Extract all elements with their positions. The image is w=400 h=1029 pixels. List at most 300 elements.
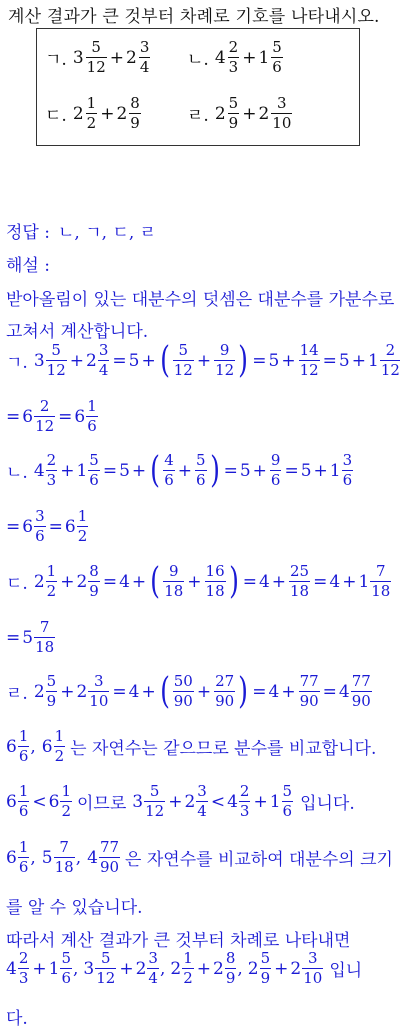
math-symbol: 1	[329, 460, 341, 481]
fraction	[173, 342, 194, 379]
fraction-denominator: 4	[148, 969, 158, 987]
fraction-numerator: 2	[228, 38, 239, 56]
math-operator: =	[48, 516, 63, 537]
fraction	[214, 673, 235, 710]
fraction-denominator: 6	[282, 802, 293, 820]
fraction-numerator: 1	[87, 397, 97, 415]
mixed-number	[76, 673, 110, 710]
fraction	[77, 508, 89, 545]
math-operator: <	[32, 791, 47, 812]
fraction-denominator: 6	[35, 527, 45, 545]
fraction-denominator: 2	[46, 582, 57, 600]
mixed-number	[290, 950, 324, 987]
mixed-number	[65, 508, 89, 545]
fraction-numerator: 5	[149, 782, 160, 800]
fraction-numerator: 5	[101, 949, 111, 967]
math-symbol: ㄱ.	[6, 353, 28, 373]
explanation-intro-2: 고쳐서 계산합니다.	[6, 322, 149, 342]
math-operator: <	[210, 791, 226, 812]
fraction	[18, 950, 30, 987]
math-symbol: 5	[338, 350, 350, 371]
mixed-number	[86, 342, 110, 379]
math-operator: +	[32, 958, 47, 979]
choice-d-label: ㄹ.	[187, 106, 209, 126]
fraction-numerator: 77	[299, 672, 319, 690]
fraction-numerator: 3	[148, 949, 158, 967]
fraction-denominator: 90	[299, 692, 319, 710]
math-operator: +	[69, 350, 84, 371]
fraction-numerator: 77	[351, 672, 371, 690]
mixed-number	[6, 839, 30, 876]
fraction	[139, 39, 151, 76]
math-operator: +	[60, 681, 75, 702]
fraction-numerator: 3	[342, 451, 353, 469]
fraction-numerator: 5	[51, 341, 61, 359]
parenthesis: )	[238, 339, 249, 381]
math-operator: +	[274, 958, 289, 979]
math-operator: +	[131, 571, 147, 592]
fraction-denominator: 6	[270, 471, 281, 489]
math-operator: =	[6, 406, 21, 427]
fraction-numerator: 1	[77, 507, 88, 525]
fraction-numerator: 1	[86, 94, 97, 112]
math-symbol: 5	[119, 460, 130, 481]
fraction-numerator: 8	[89, 562, 99, 580]
fraction-numerator: 2	[18, 949, 29, 967]
math-symbol: 2	[170, 958, 182, 979]
math-operator: +	[242, 47, 257, 68]
fraction	[34, 398, 55, 435]
fraction-numerator: 2	[239, 782, 250, 800]
fraction-numerator: 1	[46, 562, 57, 580]
math-symbol: 2	[72, 103, 84, 124]
fraction	[351, 673, 372, 710]
calc-d-line-1	[6, 670, 373, 712]
fraction	[54, 728, 66, 765]
calc-b-line-2	[6, 508, 89, 545]
mixed-number	[74, 398, 98, 435]
math-operator: +	[60, 571, 75, 592]
calc-b-line-1	[6, 449, 354, 491]
mixed-number	[87, 839, 121, 876]
fraction	[95, 950, 116, 987]
fraction	[60, 950, 72, 987]
mixed-number	[6, 728, 30, 765]
math-symbol: 2	[76, 681, 88, 702]
fraction-numerator: 2	[46, 451, 57, 469]
math-symbol: 4	[128, 681, 140, 702]
mixed-number	[330, 452, 354, 489]
fraction	[18, 839, 30, 876]
mixed-number	[215, 95, 240, 132]
fraction-denominator: 18	[205, 582, 225, 600]
mixed-number	[258, 39, 283, 76]
fraction	[54, 839, 75, 876]
math-symbol: 5	[300, 460, 312, 481]
math-symbol: ,	[73, 958, 79, 979]
fraction-denominator: 2	[183, 969, 193, 987]
fraction-numerator: 9	[219, 341, 230, 359]
fraction	[163, 452, 175, 489]
fraction-denominator: 2	[77, 527, 88, 545]
math-symbol: ㄴ.	[6, 463, 28, 483]
math-symbol: 5	[268, 350, 280, 371]
math-symbol: 4	[119, 571, 130, 592]
fraction-denominator: 10	[89, 692, 109, 710]
fraction-numerator: 3	[94, 672, 104, 690]
math-symbol: ㄹ.	[6, 684, 28, 704]
math-symbol: 5	[41, 847, 53, 868]
math-operator: =	[313, 571, 328, 592]
fraction	[271, 39, 283, 76]
answer-line	[6, 218, 156, 243]
math-symbol: 6	[48, 791, 60, 812]
math-symbol: 6	[22, 516, 34, 537]
mixed-number	[358, 563, 392, 600]
fraction-denominator: 4	[139, 58, 150, 76]
fraction	[270, 452, 282, 489]
math-operator: +	[119, 958, 134, 979]
fraction	[46, 563, 58, 600]
math-symbol: 6	[74, 406, 86, 427]
fraction-denominator: 12	[46, 361, 66, 379]
math-symbol: ,	[30, 847, 36, 868]
fraction-denominator: 3	[239, 802, 250, 820]
choice-d	[187, 95, 293, 132]
fraction-denominator: 3	[18, 969, 29, 987]
math-symbol: 3	[83, 958, 95, 979]
fraction-denominator: 18	[54, 858, 74, 876]
math-symbol: 1	[367, 350, 379, 371]
fraction-numerator: 77	[99, 838, 120, 856]
fraction	[282, 783, 294, 820]
fraction-numerator: 5	[89, 451, 99, 469]
math-operator: =	[102, 460, 118, 481]
fraction-denominator: 6	[342, 471, 353, 489]
fraction	[46, 673, 58, 710]
fraction-denominator: 90	[351, 692, 371, 710]
mixed-number	[34, 563, 58, 600]
fraction	[205, 563, 226, 600]
fraction-denominator: 12	[215, 361, 235, 379]
math-symbol: 2	[247, 958, 259, 979]
fraction-numerator: 7	[376, 562, 386, 580]
fraction-denominator: 12	[86, 58, 106, 76]
calc-a-line-1	[6, 339, 400, 381]
final-line-2	[6, 950, 362, 987]
mixed-number	[6, 950, 30, 987]
math-symbol: 6	[6, 791, 17, 812]
fraction	[299, 673, 320, 710]
math-operator: +	[313, 460, 328, 481]
math-symbol: 는 자연수는 같으므로 분수를 비교합니다.	[70, 739, 377, 759]
math-symbol: 6	[22, 406, 34, 427]
fraction-denominator: 90	[215, 692, 235, 710]
math-symbol: 4	[214, 47, 226, 68]
math-operator: +	[253, 791, 268, 812]
math-operator: =	[112, 350, 127, 371]
fraction	[99, 839, 120, 876]
mixed-number	[248, 950, 272, 987]
math-symbol: 5	[239, 460, 251, 481]
fraction	[196, 783, 208, 820]
fraction	[46, 342, 67, 379]
math-operator: +	[187, 571, 202, 592]
math-symbol: ,	[237, 958, 243, 979]
fraction-numerator: 2	[39, 397, 50, 415]
fraction-denominator: 9	[46, 692, 57, 710]
choice-c-label: ㄷ.	[45, 106, 67, 126]
fraction-numerator: 7	[59, 838, 69, 856]
fraction-numerator: 8	[130, 94, 140, 112]
compare-line-1	[6, 728, 376, 765]
mixed-number	[184, 783, 208, 820]
fraction-numerator: 27	[215, 672, 235, 690]
fraction-denominator: 3	[228, 58, 239, 76]
fraction-numerator: 9	[168, 562, 179, 580]
fraction	[182, 950, 194, 987]
math-operator: +	[131, 460, 147, 481]
fraction-numerator: 9	[270, 451, 281, 469]
math-symbol: 2	[76, 571, 88, 592]
math-symbol: 2	[290, 958, 302, 979]
fraction-denominator: 12	[35, 417, 55, 435]
fraction-denominator: 9	[225, 969, 236, 987]
math-symbol: 4	[258, 571, 270, 592]
fraction-numerator: 5	[282, 782, 293, 800]
fraction-numerator: 1	[18, 782, 29, 800]
fraction	[60, 783, 72, 820]
math-symbol: 입니다.	[300, 794, 355, 814]
fraction-denominator: 6	[18, 858, 29, 876]
fraction-numerator: 25	[290, 562, 310, 580]
math-symbol: 6	[6, 847, 17, 868]
final-line-1: 따라서 계산 결과가 큰 것부터 차례로 나타내면	[6, 931, 351, 951]
fraction	[302, 950, 323, 987]
math-symbol: ,	[75, 847, 82, 868]
fraction-denominator: 6	[87, 417, 97, 435]
math-symbol: 2	[33, 681, 45, 702]
fraction-denominator: 12	[96, 969, 116, 987]
fraction-denominator: 12	[173, 361, 193, 379]
math-operator: +	[100, 103, 115, 124]
math-symbol: 2	[135, 958, 147, 979]
math-symbol: 1	[258, 47, 270, 68]
fraction	[147, 950, 159, 987]
math-symbol: 6	[64, 516, 76, 537]
fraction-denominator: 6	[18, 747, 29, 765]
fraction	[144, 783, 165, 820]
fraction	[260, 950, 272, 987]
mixed-number	[6, 783, 30, 820]
fraction-denominator: 2	[54, 747, 65, 765]
math-operator: +	[281, 681, 296, 702]
math-operator: +	[351, 350, 366, 371]
fraction	[163, 563, 184, 600]
math-symbol: 은 자연수를 비교하여 대분수의 크기	[125, 850, 393, 870]
fraction-denominator: 6	[164, 471, 174, 489]
choice-b	[187, 39, 284, 76]
fraction-numerator: 5	[272, 38, 282, 56]
mixed-number	[132, 783, 166, 820]
fraction-denominator: 6	[89, 471, 99, 489]
math-operator: =	[112, 681, 127, 702]
mixed-number	[22, 398, 56, 435]
fraction	[18, 783, 30, 820]
math-symbol: 1	[358, 571, 370, 592]
math-symbol: 5	[128, 350, 140, 371]
choices-box	[36, 28, 360, 146]
math-symbol: 4	[268, 681, 280, 702]
mixed-number	[83, 950, 117, 987]
math-operator: +	[196, 681, 212, 702]
choice-a	[45, 39, 151, 76]
fraction-denominator: 9	[260, 969, 271, 987]
answer-label: 정답 :	[6, 223, 50, 243]
mixed-number	[49, 783, 73, 820]
math-symbol: 4	[6, 958, 17, 979]
math-symbol: ㄷ.	[6, 574, 28, 594]
mixed-number	[258, 95, 293, 132]
fraction-numerator: 5	[46, 672, 57, 690]
fraction	[98, 342, 110, 379]
math-symbol: 2	[212, 958, 224, 979]
math-operator: =	[102, 571, 118, 592]
fraction-denominator: 3	[46, 471, 57, 489]
math-symbol: 2	[214, 103, 226, 124]
fraction-numerator: 5	[61, 949, 71, 967]
mixed-number	[76, 452, 100, 489]
math-symbol: 4	[227, 791, 238, 812]
fraction	[88, 563, 100, 600]
fraction	[86, 398, 98, 435]
fraction-denominator: 6	[196, 471, 206, 489]
fraction-numerator: 1	[61, 782, 71, 800]
fraction-numerator: 7	[39, 618, 50, 636]
math-operator: +	[196, 958, 211, 979]
mixed-number	[126, 39, 151, 76]
math-symbol: 1	[269, 791, 281, 812]
fraction-denominator: 12	[145, 802, 165, 820]
math-symbol: 3	[72, 47, 84, 68]
mixed-number	[136, 950, 160, 987]
explanation-label: 해설 :	[6, 256, 50, 276]
fraction-numerator: 1	[18, 727, 29, 745]
fraction	[342, 452, 354, 489]
mixed-number	[42, 728, 66, 765]
mixed-number	[34, 342, 68, 379]
fraction-numerator: 4	[164, 451, 174, 469]
fraction	[228, 39, 240, 76]
mixed-number	[170, 950, 194, 987]
math-operator: +	[141, 350, 156, 371]
math-symbol: 입니	[329, 961, 363, 981]
fraction	[271, 95, 292, 132]
parenthesis: (	[159, 670, 170, 712]
mixed-number	[22, 619, 56, 656]
mixed-number	[49, 950, 73, 987]
math-operator: +	[342, 571, 357, 592]
math-symbol: 6	[41, 736, 53, 757]
fraction-denominator: 6	[272, 58, 282, 76]
fraction-denominator: 4	[98, 361, 109, 379]
fraction-denominator: 18	[35, 638, 55, 656]
math-operator: =	[322, 350, 337, 371]
choice-c	[45, 95, 142, 132]
mixed-number	[34, 673, 58, 710]
parenthesis: )	[228, 560, 239, 602]
math-symbol: 4	[338, 681, 350, 702]
math-symbol: 2	[116, 103, 128, 124]
mixed-number	[22, 508, 46, 545]
fraction-numerator: 8	[225, 949, 236, 967]
math-operator: +	[60, 460, 75, 481]
fraction	[18, 728, 30, 765]
mixed-number	[116, 95, 141, 132]
math-symbol: 4	[329, 571, 341, 592]
fraction	[86, 95, 98, 132]
fraction-denominator: 18	[164, 582, 184, 600]
fraction-denominator: 18	[290, 582, 310, 600]
mixed-number	[368, 342, 400, 379]
mixed-number	[34, 452, 58, 489]
math-operator: +	[109, 47, 124, 68]
fraction-denominator: 10	[272, 114, 292, 132]
fraction	[34, 508, 46, 545]
fraction-numerator: 3	[139, 38, 150, 56]
calc-a-line-2	[6, 398, 99, 435]
math-operator: =	[284, 460, 299, 481]
mixed-number	[270, 783, 294, 820]
mixed-number	[339, 673, 373, 710]
fraction-numerator: 3	[197, 782, 207, 800]
math-operator: =	[252, 681, 267, 702]
fraction-denominator: 2	[86, 114, 97, 132]
math-symbol: 3	[132, 791, 144, 812]
math-symbol: 2	[184, 791, 196, 812]
math-operator: +	[196, 350, 212, 371]
fraction	[46, 452, 58, 489]
math-operator: =	[252, 350, 267, 371]
fraction	[299, 342, 320, 379]
math-operator: =	[242, 571, 257, 592]
fraction-numerator: 1	[183, 949, 193, 967]
answer-value: ㄴ, ㄱ, ㄷ, ㄹ	[57, 223, 157, 243]
math-operator: +	[271, 571, 287, 592]
fraction-numerator: 5	[260, 949, 271, 967]
math-symbol: 1	[48, 958, 60, 979]
fraction-denominator: 12	[299, 361, 319, 379]
fraction-denominator: 90	[99, 858, 120, 876]
mixed-number	[213, 950, 237, 987]
fraction	[370, 563, 391, 600]
fraction-numerator: 5	[91, 38, 101, 56]
fraction-numerator: 3	[307, 949, 318, 967]
fraction-numerator: 50	[173, 672, 193, 690]
fraction-denominator: 6	[61, 969, 71, 987]
math-operator: +	[281, 350, 296, 371]
fraction-numerator: 3	[98, 341, 109, 359]
math-symbol: 4	[87, 847, 98, 868]
math-operator: +	[141, 681, 156, 702]
math-symbol: 2	[33, 571, 45, 592]
compare-line-3	[6, 839, 393, 876]
math-symbol: 3	[33, 350, 45, 371]
fraction-numerator: 1	[54, 727, 65, 745]
compare-line-4: 를 알 수 있습니다.	[6, 898, 143, 918]
compare-line-2	[6, 783, 355, 820]
fraction-denominator: 9	[228, 114, 239, 132]
